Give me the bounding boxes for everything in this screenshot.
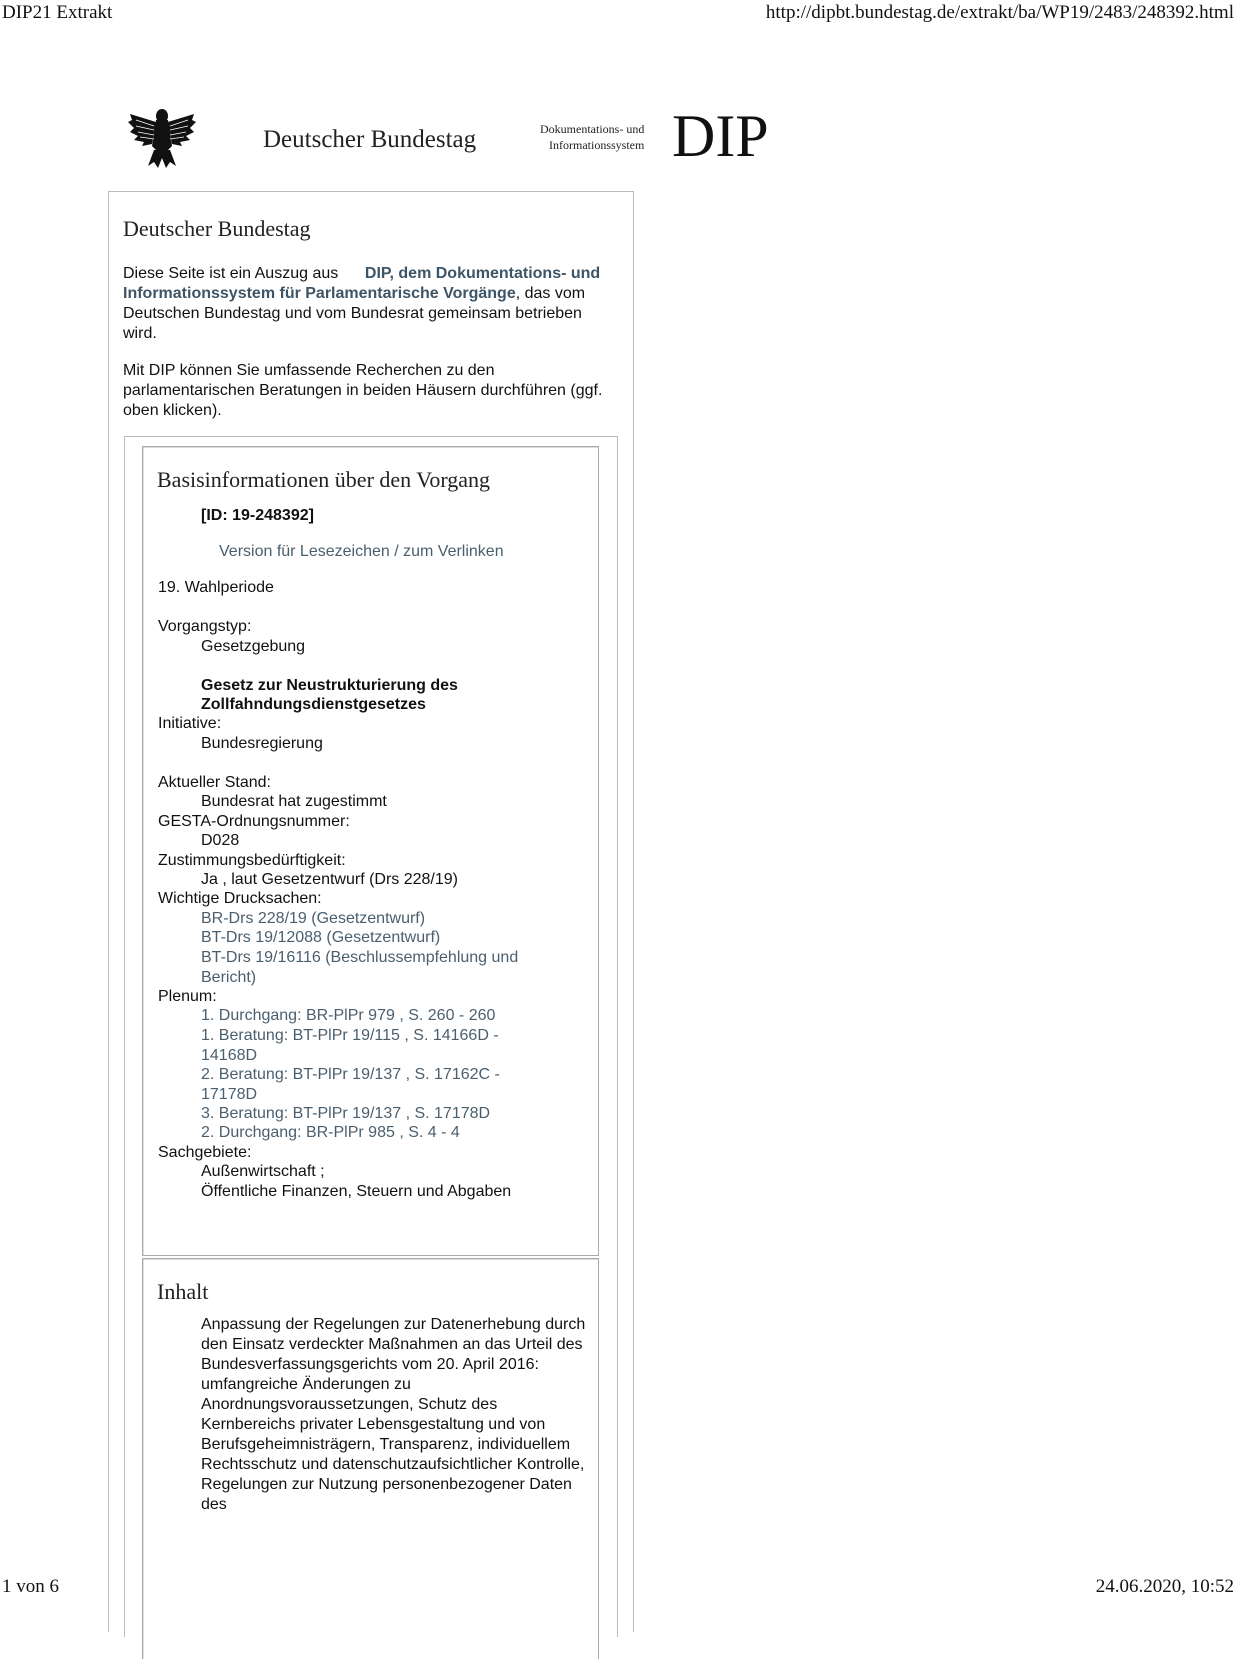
bookmark-link[interactable]: Version für Lesezeichen / zum Verlinken — [219, 543, 504, 560]
intro-p1-prefix: Diese Seite ist ein Auszug aus — [123, 265, 339, 282]
print-footer-page: 1 von 6 — [2, 1576, 59, 1597]
dip-subtitle-line1: Dokumentations- und — [540, 122, 645, 136]
bundestag-banner[interactable] — [128, 103, 808, 172]
drucksachen-label: Wichtige Drucksachen: — [158, 890, 322, 907]
basis-heading: Basisinformationen über den Vorgang — [157, 467, 491, 492]
initiative-value: Bundesregierung — [201, 735, 323, 752]
initiative-label: Initiative: — [158, 715, 222, 732]
gesetz-title-line2: Zollfahndungsdienstgesetzes — [201, 696, 426, 713]
intro-text — [123, 264, 608, 438]
drucksache-link[interactable]: BT-Drs 19/16116 (Beschlussempfehlung und Bericht) — [201, 949, 519, 986]
plenum-link[interactable]: 1. Durchgang: BR-PlPr 979 , S. 260 - 260 — [201, 1007, 496, 1024]
plenum-label: Plenum: — [158, 988, 217, 1005]
intro-heading: Deutscher Bundestag — [123, 216, 311, 241]
inhalt-heading: Inhalt — [157, 1279, 209, 1304]
print-footer-datetime: 24.06.2020, 10:52 — [1095, 1576, 1234, 1597]
print-header-url: http://dipbt.bundestag.de/extrakt/ba/WP19/2483/248392.html — [765, 2, 1234, 23]
banner-title: Deutscher Bundestag — [263, 126, 477, 153]
wahlperiode: 19. Wahlperiode — [158, 579, 274, 596]
dip-subtitle — [540, 121, 644, 153]
gesta-label: GESTA-Ordnungsnummer: — [158, 813, 350, 830]
stand-label: Aktueller Stand: — [158, 774, 271, 791]
vorgangstyp-value: Gesetzgebung — [201, 638, 306, 655]
sachgebiete-label: Sachgebiete: — [158, 1144, 252, 1161]
plenum-link[interactable]: 3. Beratung: BT-PlPr 19/137 , S. 17178D — [201, 1105, 491, 1122]
drucksache-link[interactable]: BR-Drs 228/19 (Gesetzentwurf) — [201, 910, 426, 927]
federal-eagle-icon — [128, 106, 196, 168]
print-header-title: DIP21 Extrakt — [2, 2, 113, 23]
sachgebiet-item: Öffentliche Finanzen, Steuern und Abgaben — [201, 1183, 512, 1200]
stand-value: Bundesrat hat zugestimmt — [201, 793, 387, 810]
drucksache-link[interactable]: BT-Drs 19/12088 (Gesetzentwurf) — [201, 929, 441, 946]
intro-p2: Mit DIP können Sie umfassende Recherchen zu den parlamentarischen Beratungen in beiden Häusern durchführen (ggf. oben klicken). — [123, 362, 603, 419]
vorgangstyp-label: Vorgangstyp: — [158, 618, 252, 635]
plenum-link[interactable]: 2. Durchgang: BR-PlPr 985 , S. 4 - 4 — [201, 1124, 460, 1141]
dip-logo[interactable]: DIP — [672, 103, 769, 169]
intro-p1-suffix: , das vom Deutschen Bundestag und vom Bundesrat gemeinsam betrieben wird. — [123, 285, 586, 342]
sachgebiet-item: Außenwirtschaft ; — [201, 1163, 325, 1180]
gesta-value: D028 — [201, 832, 240, 849]
zustimmung-label: Zustimmungsbedürftigkeit: — [158, 852, 346, 869]
plenum-link[interactable]: 2. Beratung: BT-PlPr 19/137 , S. 17162C - 17178D — [201, 1066, 500, 1103]
gesetz-title-line1: Gesetz zur Neustrukturierung des — [201, 677, 458, 694]
dip-info-link[interactable]: DIP, dem Dokumentations- und Informationssystem für Parlamentarische Vorgänge — [123, 265, 601, 302]
plenum-link[interactable]: 1. Beratung: BT-PlPr 19/115 , S. 14166D - 14168D — [201, 1027, 499, 1064]
inhalt-text: Anpassung der Regelungen zur Datenerhebung durch den Einsatz verdeckter Maßnahmen an das Urteil des Bundesverfassungsgerichts vom 20. April 2016: umfangreiche Änderungen zu Anordnungsvoraussetzungen, Schutz des Kernbereichs privater Lebensgestaltung und von Berufsgeheimnisträgern, Transparenz, individuellem Rechtsschutz und datenschutzaufsichtlicher Kontrolle, Regelungen zur Nutzung personenbezogener Daten des — [201, 1316, 586, 1513]
zustimmung-value: Ja , laut Gesetzentwurf (Drs 228/19) — [201, 871, 458, 888]
vorgang-id: [ID: 19-248392] — [201, 507, 314, 524]
dip-subtitle-line2: Informationssystem — [549, 138, 645, 152]
